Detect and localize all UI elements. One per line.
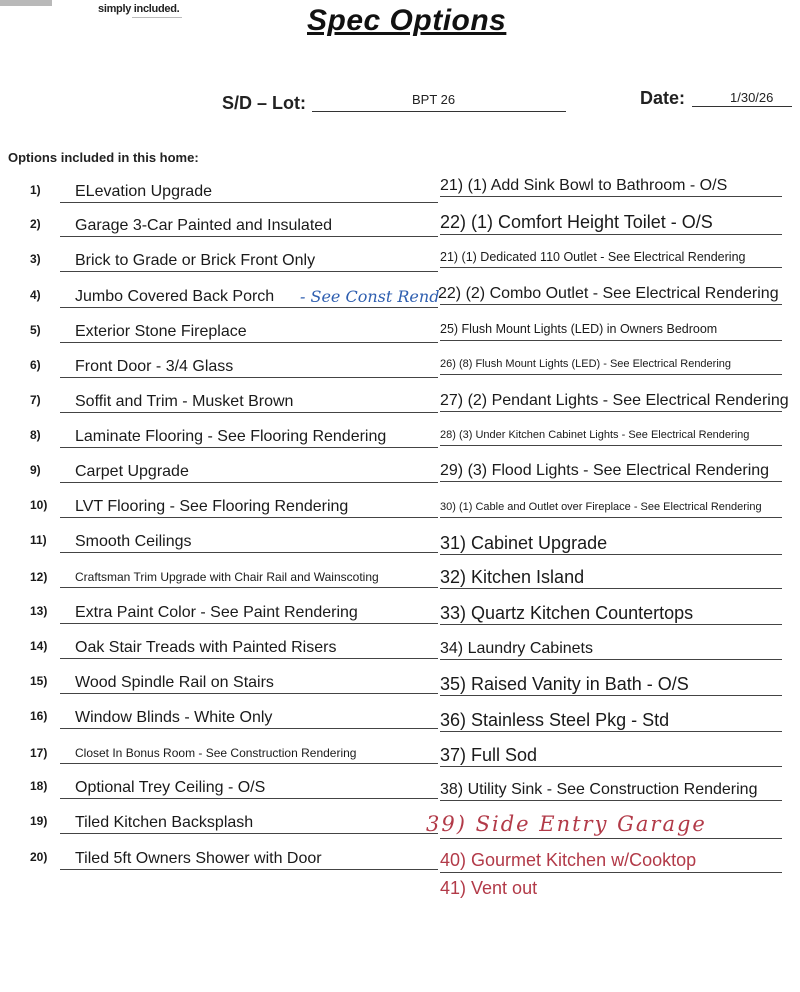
- right-option-item: 41) Vent out: [440, 878, 538, 898]
- option-item-16: [0, 709, 440, 727]
- option-item-8: [0, 428, 440, 446]
- option-number: 15): [30, 674, 48, 688]
- date-underline: [692, 106, 792, 107]
- option-underline: [440, 872, 782, 873]
- option-item-11: [0, 533, 440, 551]
- right-option-item: 33) Quartz Kitchen Countertops: [440, 603, 694, 623]
- option-underline: [60, 658, 438, 659]
- option-underline: [60, 412, 438, 413]
- option-underline: [440, 838, 782, 839]
- right-option-item: 29) (3) Flood Lights - See Electrical Rendering: [440, 462, 770, 479]
- option-number: 12): [30, 570, 48, 584]
- right-option-item: 28) (3) Under Kitchen Cabinet Lights - See Electrical Rendering: [440, 429, 750, 441]
- option-label: ELevation Upgrade: [75, 183, 212, 200]
- option-label: Laminate Flooring - See Flooring Rendering: [75, 428, 387, 445]
- page-title: Spec Options: [307, 4, 507, 37]
- option-number: 3): [30, 252, 41, 266]
- option-underline: [440, 411, 782, 412]
- option-item-3: [0, 252, 440, 270]
- option-label: Optional Trey Ceiling - O/S: [75, 779, 266, 796]
- option-item-7: [0, 393, 440, 411]
- option-underline: [440, 304, 782, 305]
- right-option-item: 37) Full Sod: [440, 745, 538, 765]
- option-item-2: [0, 217, 440, 235]
- option-number: 9): [30, 463, 41, 477]
- logo-mark: [0, 0, 52, 6]
- option-label: Soffit and Trim - Musket Brown: [75, 393, 294, 410]
- option-label: Carpet Upgrade: [75, 463, 189, 480]
- option-underline: [60, 798, 438, 799]
- option-label: Brick to Grade or Brick Front Only: [75, 252, 316, 269]
- sd-lot-underline: [312, 111, 566, 112]
- option-item-9: [0, 463, 440, 481]
- right-option-item: 38) Utility Sink - See Construction Rendering: [440, 781, 758, 798]
- option-number: 19): [30, 814, 48, 828]
- option-item-14: [0, 639, 440, 657]
- option-item-1: [0, 183, 440, 201]
- option-label: Jumbo Covered Back Porch: [75, 288, 275, 305]
- option-underline: [440, 800, 782, 801]
- option-underline: [440, 731, 782, 732]
- option-number: 6): [30, 358, 41, 372]
- option-underline: [60, 587, 438, 588]
- sd-lot-value: BPT 26: [412, 92, 456, 107]
- option-underline: [60, 763, 438, 764]
- option-underline: [440, 588, 782, 589]
- option-number: 18): [30, 779, 48, 793]
- option-label: LVT Flooring - See Flooring Rendering: [75, 498, 349, 515]
- options-heading: Options included in this home:: [8, 150, 199, 165]
- date-value: 1/30/26: [730, 90, 774, 105]
- option-label: Wood Spindle Rail on Stairs: [75, 674, 274, 691]
- right-option-item: 26) (8) Flush Mount Lights (LED) - See Electrical Rendering: [440, 358, 732, 370]
- option-underline: [60, 728, 438, 729]
- right-option-item: 25) Flush Mount Lights (LED) in Owners Bedroom: [440, 322, 718, 336]
- option-underline: [440, 374, 782, 375]
- right-option-item: 32) Kitchen Island: [440, 567, 585, 587]
- option-item-6: [0, 358, 440, 376]
- right-option-item: 31) Cabinet Upgrade: [440, 533, 608, 553]
- option-item-20: [0, 850, 440, 868]
- option-underline: [60, 517, 438, 518]
- option-number: 5): [30, 323, 41, 337]
- option-item-10: [0, 498, 440, 516]
- option-underline: [440, 234, 782, 235]
- date-label: Date:: [640, 88, 686, 108]
- option-item-12: [0, 570, 440, 588]
- option-item-13: [0, 604, 440, 622]
- option-underline: [60, 236, 438, 237]
- brand-logo: simply included.: [98, 3, 180, 15]
- option-label: Exterior Stone Fireplace: [75, 323, 247, 340]
- option-underline: [60, 377, 438, 378]
- option-number: 2): [30, 217, 41, 231]
- option-number: 7): [30, 393, 41, 407]
- option-underline: [60, 307, 438, 308]
- option-underline: [440, 340, 782, 341]
- right-option-item: 30) (1) Cable and Outlet over Fireplace - See Electrical Rendering: [440, 501, 762, 513]
- option-number: 16): [30, 709, 48, 723]
- handwritten-option-item: 39) Side Entry Garage: [426, 812, 707, 836]
- option-underline: [60, 623, 438, 624]
- option-number: 11): [30, 533, 47, 547]
- handwritten-note: - See Const Rend: [300, 287, 440, 306]
- option-label: Tiled Kitchen Backsplash: [75, 814, 254, 831]
- option-label: Tiled 5ft Owners Shower with Door: [75, 850, 322, 867]
- option-underline: [440, 517, 782, 518]
- right-option-item: 22) (2) Combo Outlet - See Electrical Rendering: [438, 285, 779, 302]
- option-label: Window Blinds - White Only: [75, 709, 273, 726]
- option-number: 8): [30, 428, 41, 442]
- option-underline: [440, 624, 782, 625]
- option-label: Oak Stair Treads with Painted Risers: [75, 639, 337, 656]
- option-item-15: [0, 674, 440, 692]
- option-item-19: [0, 814, 440, 832]
- option-number: 13): [30, 604, 48, 618]
- option-label: Craftsman Trim Upgrade with Chair Rail and Wainscoting: [75, 570, 379, 584]
- option-number: 20): [30, 850, 48, 864]
- option-item-5: [0, 323, 440, 341]
- option-underline: [60, 202, 438, 203]
- option-underline: [440, 554, 782, 555]
- option-number: 14): [30, 639, 48, 653]
- option-underline: [60, 447, 438, 448]
- option-underline: [440, 196, 782, 197]
- right-option-item: 40) Gourmet Kitchen w/Cooktop: [440, 850, 697, 870]
- right-option-item: 36) Stainless Steel Pkg - Std: [440, 710, 670, 730]
- right-option-item: 35) Raised Vanity in Bath - O/S: [440, 674, 689, 694]
- option-number: 4): [30, 288, 41, 302]
- option-number: 10): [30, 498, 48, 512]
- option-underline: [440, 445, 782, 446]
- option-item-18: [0, 779, 440, 797]
- option-underline: [60, 693, 438, 694]
- option-underline: [60, 482, 438, 483]
- option-underline: [440, 267, 782, 268]
- option-underline: [440, 659, 782, 660]
- right-option-item: 21) (1) Add Sink Bowl to Bathroom - O/S: [440, 177, 728, 194]
- option-underline: [440, 695, 782, 696]
- option-label: Closet In Bonus Room - See Construction Rendering: [75, 746, 357, 760]
- option-number: 1): [30, 183, 41, 197]
- option-label: Garage 3-Car Painted and Insulated: [75, 217, 333, 234]
- option-number: 17): [30, 746, 48, 760]
- right-option-item: 22) (1) Comfort Height Toilet - O/S: [440, 212, 713, 232]
- right-option-item: 34) Laundry Cabinets: [440, 640, 593, 657]
- option-label: Smooth Ceilings: [75, 533, 192, 550]
- option-label: Front Door - 3/4 Glass: [75, 358, 234, 375]
- option-underline: [60, 342, 438, 343]
- option-underline: [60, 552, 438, 553]
- option-underline: [60, 271, 438, 272]
- sd-lot-label: S/D – Lot:: [222, 93, 306, 113]
- option-underline: [440, 481, 782, 482]
- option-underline: [440, 766, 782, 767]
- option-item-17: [0, 746, 440, 764]
- option-underline: [60, 869, 438, 870]
- option-underline: [60, 833, 438, 834]
- option-label: Extra Paint Color - See Paint Rendering: [75, 604, 358, 621]
- right-option-item: 27) (2) Pendant Lights - See Electrical Rendering: [440, 392, 789, 409]
- option-item-4: [0, 288, 440, 306]
- right-option-item: 21) (1) Dedicated 110 Outlet - See Electrical Rendering: [440, 250, 746, 264]
